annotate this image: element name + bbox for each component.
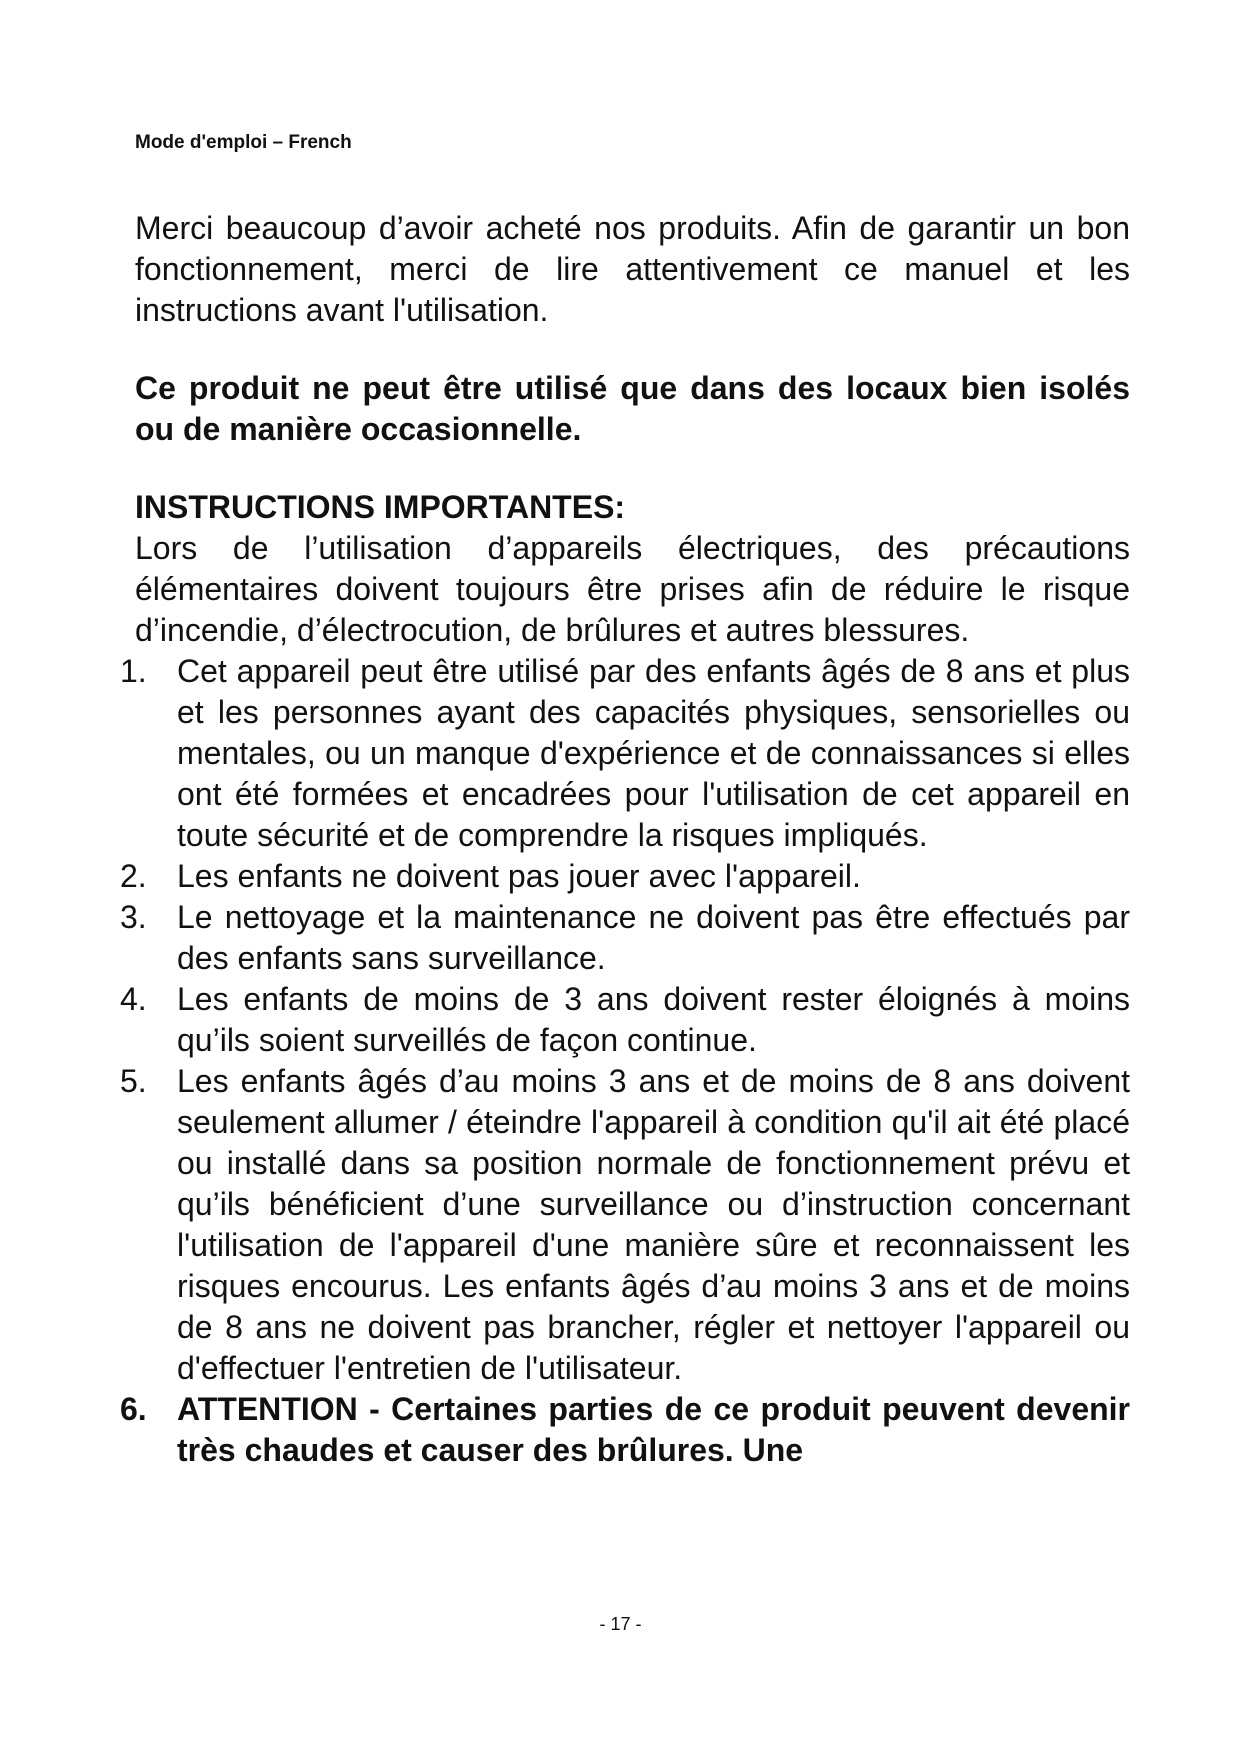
list-item-number: 2. (120, 858, 147, 894)
document-body (120, 208, 1130, 1471)
list-item (120, 897, 1130, 979)
list-item-warning (120, 1389, 1130, 1471)
document-header: Mode d'emploi – French (135, 132, 352, 153)
instructions-list (120, 651, 1130, 1471)
page-number: - 17 - (599, 1614, 642, 1634)
list-item-number: 5. (120, 1063, 147, 1099)
list-item-text: Les enfants de moins de 3 ans doivent rester éloignés à moins qu’ils soient surveillés de façon continue. (177, 981, 1130, 1058)
list-item-text: Cet appareil peut être utilisé par des enfants âgés de 8 ans et plus et les personnes ayant des capacités physiques, sensorielles ou mentales, ou un manque d'expérience et de connaissances si elles ont été formées et encadrées pour l'utilisation de cet appareil en toute sécurité et de comprendre la risques impliqués. (177, 653, 1130, 853)
list-item-number: 3. (120, 899, 147, 935)
list-item (120, 979, 1130, 1061)
list-item (120, 856, 1130, 897)
list-item-text: Les enfants ne doivent pas jouer avec l'appareil. (177, 858, 861, 894)
instructions-heading: INSTRUCTIONS IMPORTANTES: (135, 489, 626, 525)
usage-notice: Ce produit ne peut être utilisé que dans des locaux bien isolés ou de manière occasionnelle. (135, 370, 1130, 447)
intro-paragraph: Merci beaucoup d’avoir acheté nos produits. Afin de garantir un bon fonctionnement, merci de lire attentivement ce manuel et les instructions avant l'utilisation. (135, 210, 1130, 328)
list-item-text: Les enfants âgés d’au moins 3 ans et de moins de 8 ans doivent seulement allumer / éteindre l'appareil à condition qu'il ait été placé ou installé dans sa position normale de fonctionnement prévu et qu’ils bénéficient d’une surveillance ou d’instruction concernant l'utilisation de l'appareil d'une manière sûre et reconnaissent les risques encourus. Les enfants âgés d’au moins 3 ans et de moins de 8 ans ne doivent pas brancher, régler et nettoyer l'appareil ou d'effectuer l'entretien de l'utilisateur. (177, 1063, 1130, 1386)
list-item-text: Le nettoyage et la maintenance ne doivent pas être effectués par des enfants sans surveillance. (177, 899, 1130, 976)
list-item (120, 1061, 1130, 1389)
instructions-paragraph: Lors de l’utilisation d’appareils électriques, des précautions élémentaires doivent toujours être prises afin de réduire le risque d’incendie, d’électrocution, de brûlures et autres blessures. (135, 530, 1130, 648)
list-item-number: 1. (120, 653, 147, 689)
list-item-number: 4. (120, 981, 147, 1017)
list-item-number: 6. (120, 1391, 147, 1427)
list-item (120, 651, 1130, 856)
list-item-text: ATTENTION - Certaines parties de ce produit peuvent devenir très chaudes et causer des brûlures. Une (177, 1391, 1130, 1468)
